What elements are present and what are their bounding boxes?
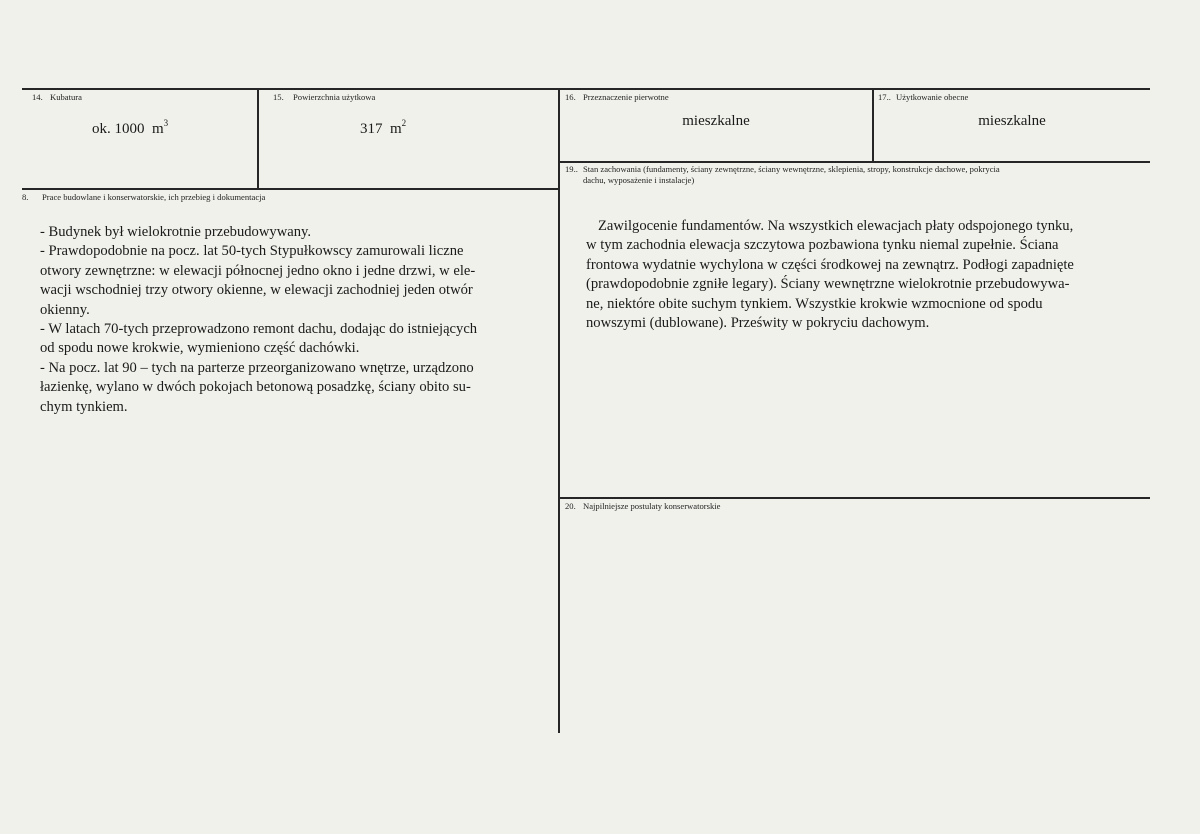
top-rule [22,88,1150,90]
field-19-label: 19.. Stan zachowania (fundamenty, ściany zewnętrzne, ściany wewnętrzne, sklepienia, stropy, konstrukcje dachowe, pokrycia dachu, wyposażenie i instalacje) [565,164,1000,185]
stan-line: frontowa wydatnie wychylona w części środkowej na zewnątrz. Podłogi zapadnięte [586,256,1074,273]
field-17-label: 17.. Użytkowanie obecne [878,92,969,102]
stan-line: Zawilgocenie fundamentów. Na wszystkich elewacjach płaty odspojonego tynku, [598,218,1074,234]
prace-line: łazienkę, wylano w dwóch pokojach betonową posadzkę, ściany obito su- [40,379,471,396]
field-20-label: 20. Najpilniejsze postulaty konserwatorskie [565,501,721,511]
prace-line: - Budynek był wielokrotnie przebudowywany. [40,224,312,240]
prace-line: okienny. [40,301,90,318]
stan-line: ne, niektóre obite suchym tynkiem. Wszystkie krokwie wzmocnione od spodu [586,295,1043,312]
field-8-number: 8. [22,192,29,202]
field-19-text [586,217,1146,333]
prace-line: otwory zewnętrzne: w elewacji północnej jedno okno i jedne drzwi, w ele- [40,262,476,279]
field-14-number: 14. [32,92,43,102]
prace-line: od spodu nowe krokwie, wymieniono część dachówki. [40,340,360,357]
rule-above-20 [558,497,1150,499]
prace-line: chym tynkiem. [40,398,128,415]
field-20-number: 20. [565,501,576,511]
divider-14-15 [257,88,259,188]
stan-line: (prawdopodobnie zgniłe legary). Ściany wewnętrzne wielokrotnie przebudowywa- [586,276,1070,293]
field-15-label: 15. Powierzchnia użytkowa [273,92,376,102]
prace-line: - Na pocz. lat 90 – tych na parterze przeorganizowano wnętrze, urządzono [40,359,474,376]
prace-line: - Prawdopodobnie na pocz. lat 50-tych Stypułkowscy zamurowali liczne [40,243,464,260]
stan-line: nowszymi (dublowane). Prześwity w pokryciu dachowym. [586,315,930,332]
field-16-number: 16. [565,92,576,102]
field-19-number: 19.. [565,164,578,174]
field-16-value: mieszkalne [682,113,750,129]
rule-above-8 [22,188,559,190]
field-17-number: 17.. [878,92,891,102]
divider-main [558,88,560,733]
field-15-value: 317 $m^2$ [360,118,407,137]
rule-above-19 [558,161,1150,163]
prace-line: - W latach 70-tych przeprowadzono remont dachu, dodając do istniejących [40,321,478,338]
prace-line: wacji wschodniej trzy otwory okienne, w elewacji zachodniej jeden otwór [40,282,473,299]
field-16-label: 16. Przeznaczenie pierwotne [565,92,669,102]
field-17-value: mieszkalne [978,113,1046,129]
field-8-label: 8. Prace budowlane i konserwatorskie, ich przebieg i dokumentacja [22,192,266,202]
field-14-value: ok. 1000 $m^3$ [92,118,169,137]
field-15-number: 15. [273,92,284,102]
field-14-label: 14. Kubatura [32,92,82,102]
stan-line: w tym zachodnia elewacja szczytowa pozbawiona tynku niemal zupełnie. Ściana [586,237,1059,254]
field-8-text [40,223,555,417]
